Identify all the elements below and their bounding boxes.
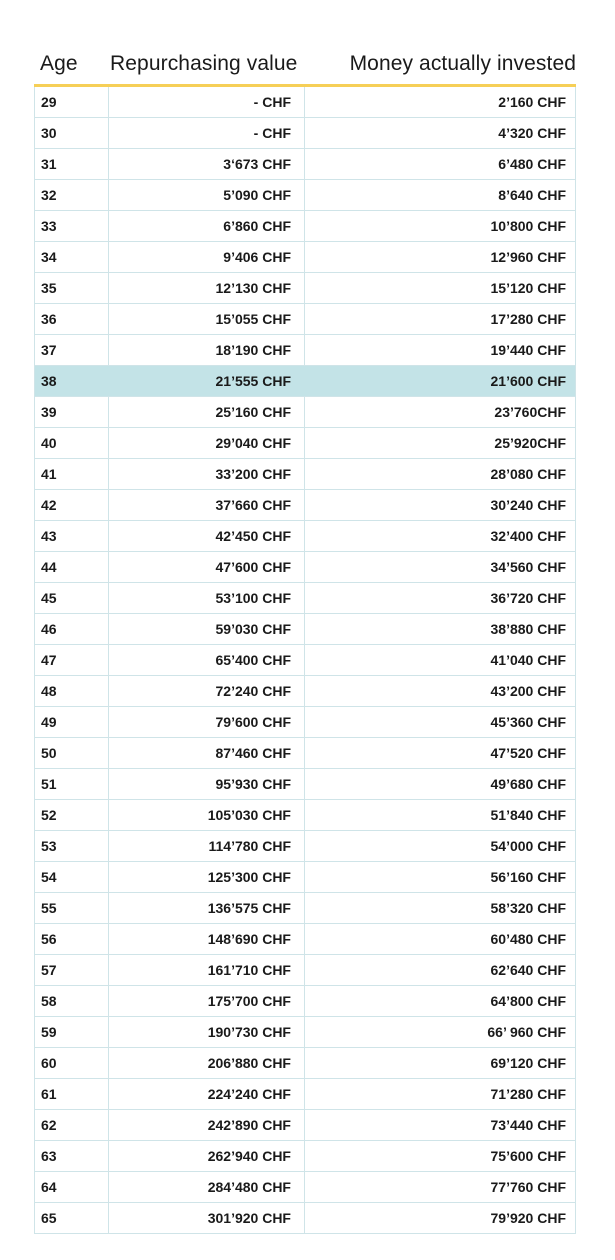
cell-repurchasing-value: 12’130 CHF	[109, 273, 305, 303]
cell-money-invested: 73’440 CHF	[490, 1117, 566, 1133]
cell-repurchasing-value: 3‘673 CHF	[109, 149, 305, 179]
cell-repurchasing-value: 206’880 CHF	[109, 1048, 305, 1078]
cell-money-invested: 58’320 CHF	[490, 900, 566, 916]
cell-age: 31	[35, 149, 109, 179]
table-row	[35, 583, 575, 614]
cell-age: 50	[35, 738, 109, 768]
cell-money-invested: 75’600 CHF	[490, 1148, 566, 1164]
cell-money-invested: 43’200 CHF	[490, 683, 566, 699]
cell-money-invested: 36’720 CHF	[490, 590, 566, 606]
cell-age: 59	[35, 1017, 109, 1047]
table-row	[35, 862, 575, 893]
cell-age: 36	[35, 304, 109, 334]
cell-age: 43	[35, 521, 109, 551]
cell-money-invested: 34’560 CHF	[490, 559, 566, 575]
cell-age: 42	[35, 490, 109, 520]
cell-age: 52	[35, 800, 109, 830]
cell-money-invested: 30’240 CHF	[490, 497, 566, 513]
cell-age: 58	[35, 986, 109, 1016]
cell-money-invested: 25’920CHF	[494, 435, 566, 451]
table-row	[35, 955, 575, 986]
cell-money-invested: 77’760 CHF	[490, 1179, 566, 1195]
table-row	[35, 676, 575, 707]
table-row	[35, 738, 575, 769]
cell-age: 57	[35, 955, 109, 985]
table-row	[35, 180, 575, 211]
cell-age: 34	[35, 242, 109, 272]
table-row	[35, 1048, 575, 1079]
cell-age: 33	[35, 211, 109, 241]
cell-repurchasing-value: 175’700 CHF	[109, 986, 305, 1016]
table-row	[35, 87, 575, 118]
table-row	[35, 397, 575, 428]
table-row	[35, 1172, 575, 1203]
table-row	[35, 211, 575, 242]
table-row	[35, 490, 575, 521]
table-row	[35, 924, 575, 955]
table-row	[35, 800, 575, 831]
cell-money-invested: 79’920 CHF	[490, 1210, 566, 1226]
cell-age: 49	[35, 707, 109, 737]
cell-repurchasing-value: 224’240 CHF	[109, 1079, 305, 1109]
cell-age: 32	[35, 180, 109, 210]
cell-repurchasing-value: 262’940 CHF	[109, 1141, 305, 1171]
cell-repurchasing-value: 161’710 CHF	[109, 955, 305, 985]
cell-repurchasing-value: 72’240 CHF	[109, 676, 305, 706]
cell-repurchasing-value: 6’860 CHF	[109, 211, 305, 241]
table-row	[35, 1017, 575, 1048]
cell-repurchasing-value: 53’100 CHF	[109, 583, 305, 613]
cell-repurchasing-value: 5’090 CHF	[109, 180, 305, 210]
cell-money-invested: 32’400 CHF	[490, 528, 566, 544]
cell-money-invested: 69’120 CHF	[490, 1055, 566, 1071]
cell-age: 38	[35, 366, 109, 396]
table-row	[35, 459, 575, 490]
cell-repurchasing-value: - CHF	[109, 118, 305, 148]
cell-money-invested: 19’440 CHF	[490, 342, 566, 358]
cell-repurchasing-value: 15’055 CHF	[109, 304, 305, 334]
table-header	[34, 44, 576, 87]
cell-age: 56	[35, 924, 109, 954]
cell-money-invested: 66’ 960 CHF	[487, 1024, 566, 1040]
cell-age: 55	[35, 893, 109, 923]
cell-age: 62	[35, 1110, 109, 1140]
cell-age: 35	[35, 273, 109, 303]
cell-money-invested: 8’640 CHF	[498, 187, 566, 203]
table-row-highlighted	[35, 366, 575, 397]
cell-age: 47	[35, 645, 109, 675]
cell-money-invested: 49’680 CHF	[490, 776, 566, 792]
cell-repurchasing-value: 87’460 CHF	[109, 738, 305, 768]
cell-age: 61	[35, 1079, 109, 1109]
cell-money-invested: 21’600 CHF	[490, 373, 566, 389]
cell-money-invested: 64’800 CHF	[490, 993, 566, 1009]
cell-money-invested: 4’320 CHF	[498, 125, 566, 141]
table-row	[35, 645, 575, 676]
cell-age: 51	[35, 769, 109, 799]
table-row	[35, 1079, 575, 1110]
cell-repurchasing-value: 301’920 CHF	[109, 1203, 305, 1233]
cell-repurchasing-value: 25’160 CHF	[109, 397, 305, 427]
cell-age: 60	[35, 1048, 109, 1078]
cell-money-invested: 60’480 CHF	[490, 931, 566, 947]
cell-money-invested: 23’760CHF	[494, 404, 566, 420]
table-body	[34, 87, 576, 1234]
cell-money-invested: 71’280 CHF	[490, 1086, 566, 1102]
cell-repurchasing-value: 190’730 CHF	[109, 1017, 305, 1047]
cell-money-invested: 41’040 CHF	[490, 652, 566, 668]
cell-age: 54	[35, 862, 109, 892]
cell-money-invested: 6’480 CHF	[498, 156, 566, 172]
cell-money-invested: 56’160 CHF	[490, 869, 566, 885]
cell-repurchasing-value: 95’930 CHF	[109, 769, 305, 799]
column-header-age: Age	[40, 52, 78, 75]
table-row	[35, 521, 575, 552]
cell-repurchasing-value: 21’555 CHF	[109, 366, 305, 396]
table-row	[35, 552, 575, 583]
table-row	[35, 769, 575, 800]
table-row	[35, 304, 575, 335]
cell-money-invested: 45’360 CHF	[490, 714, 566, 730]
cell-age: 30	[35, 118, 109, 148]
table-row	[35, 242, 575, 273]
cell-repurchasing-value: 242’890 CHF	[109, 1110, 305, 1140]
cell-money-invested: 54’000 CHF	[490, 838, 566, 854]
cell-age: 64	[35, 1172, 109, 1202]
cell-repurchasing-value: 18’190 CHF	[109, 335, 305, 365]
cell-money-invested: 28’080 CHF	[490, 466, 566, 482]
column-header-repurchasing-value: Repurchasing value	[110, 52, 298, 75]
table-row	[35, 118, 575, 149]
cell-age: 45	[35, 583, 109, 613]
table-row	[35, 614, 575, 645]
cell-repurchasing-value: - CHF	[109, 87, 305, 117]
table-row	[35, 893, 575, 924]
cell-age: 39	[35, 397, 109, 427]
table-row	[35, 428, 575, 459]
cell-age: 46	[35, 614, 109, 644]
table-row	[35, 707, 575, 738]
table-row	[35, 1110, 575, 1141]
table-row	[35, 1203, 575, 1234]
cell-repurchasing-value: 33’200 CHF	[109, 459, 305, 489]
cell-age: 44	[35, 552, 109, 582]
cell-money-invested: 17’280 CHF	[490, 311, 566, 327]
cell-age: 48	[35, 676, 109, 706]
cell-repurchasing-value: 105’030 CHF	[109, 800, 305, 830]
table-row	[35, 831, 575, 862]
cell-repurchasing-value: 148’690 CHF	[109, 924, 305, 954]
cell-age: 37	[35, 335, 109, 365]
cell-repurchasing-value: 29’040 CHF	[109, 428, 305, 458]
cell-repurchasing-value: 136’575 CHF	[109, 893, 305, 923]
table-row	[35, 335, 575, 366]
cell-repurchasing-value: 79’600 CHF	[109, 707, 305, 737]
table-row	[35, 986, 575, 1017]
cell-money-invested: 15’120 CHF	[490, 280, 566, 296]
cell-age: 53	[35, 831, 109, 861]
cell-repurchasing-value: 284’480 CHF	[109, 1172, 305, 1202]
cell-money-invested: 10’800 CHF	[490, 218, 566, 234]
table-row	[35, 273, 575, 304]
cell-age: 40	[35, 428, 109, 458]
cell-money-invested: 2’160 CHF	[498, 94, 566, 110]
cell-repurchasing-value: 65’400 CHF	[109, 645, 305, 675]
table-row	[35, 149, 575, 180]
column-header-money-invested: Money actually invested	[349, 52, 576, 75]
cell-age: 65	[35, 1203, 109, 1233]
cell-repurchasing-value: 47’600 CHF	[109, 552, 305, 582]
cell-age: 29	[35, 87, 109, 117]
cell-repurchasing-value: 9’406 CHF	[109, 242, 305, 272]
cell-repurchasing-value: 125’300 CHF	[109, 862, 305, 892]
repurchase-table	[34, 44, 576, 1234]
cell-age: 41	[35, 459, 109, 489]
cell-money-invested: 38’880 CHF	[490, 621, 566, 637]
cell-money-invested: 47’520 CHF	[490, 745, 566, 761]
cell-age: 63	[35, 1141, 109, 1171]
cell-repurchasing-value: 42’450 CHF	[109, 521, 305, 551]
cell-money-invested: 62’640 CHF	[490, 962, 566, 978]
cell-repurchasing-value: 37’660 CHF	[109, 490, 305, 520]
cell-repurchasing-value: 59’030 CHF	[109, 614, 305, 644]
cell-money-invested: 51’840 CHF	[490, 807, 566, 823]
table-row	[35, 1141, 575, 1172]
cell-repurchasing-value: 114’780 CHF	[109, 831, 305, 861]
cell-money-invested: 12’960 CHF	[490, 249, 566, 265]
